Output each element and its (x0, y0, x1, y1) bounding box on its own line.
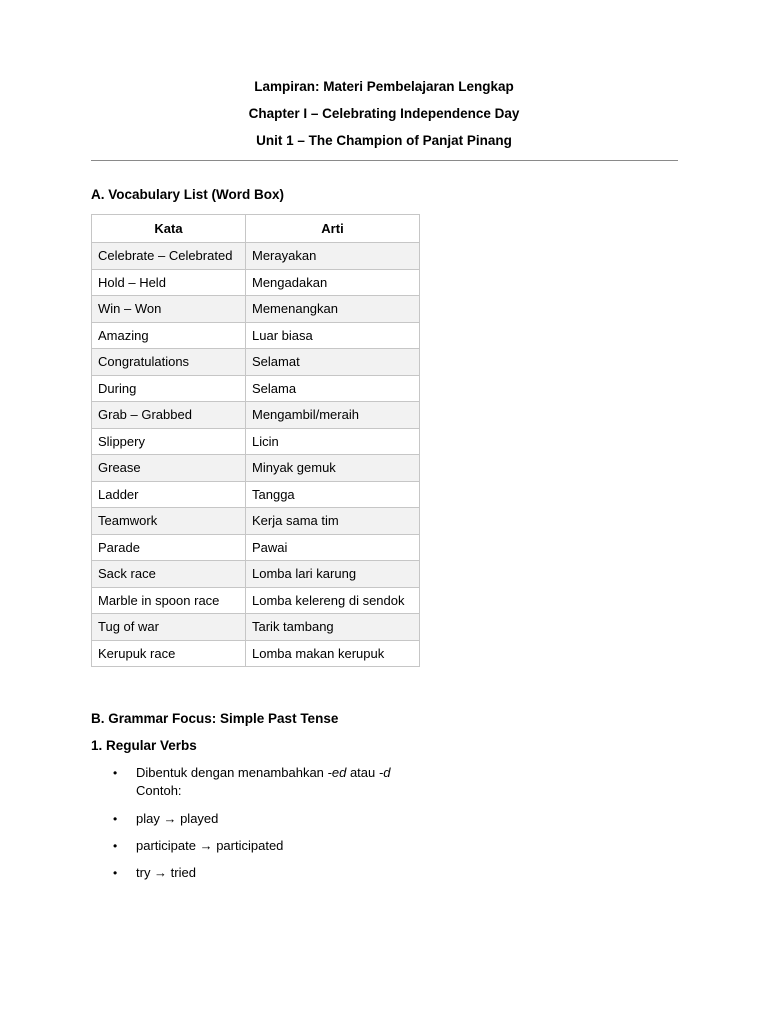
table-row (92, 322, 420, 349)
table-row (92, 640, 420, 667)
table-row (92, 481, 420, 508)
column-header-kata: Kata (92, 215, 246, 243)
cell-arti: Kerja sama tim (246, 508, 420, 535)
cell-arti: Tangga (246, 481, 420, 508)
cell-arti: Tarik tambang (246, 614, 420, 641)
vocab-table-body (92, 243, 420, 667)
bullet-marker: • (113, 766, 118, 780)
cell-kata: Tug of war (92, 614, 246, 641)
table-row (92, 455, 420, 482)
unit-title: Unit 1 – The Champion of Panjat Pinang (256, 133, 512, 148)
rule-connector: atau (346, 765, 379, 780)
vocab-table-header (92, 215, 420, 243)
table-row (92, 614, 420, 641)
table-row (92, 508, 420, 535)
cell-arti: Licin (246, 428, 420, 455)
chapter-title: Chapter I – Celebrating Independence Day (248, 106, 520, 121)
table-row (92, 349, 420, 376)
suffix-ed: -ed (327, 765, 347, 780)
table-row (92, 243, 420, 270)
column-header-arti: Arti (246, 215, 420, 243)
table-row (92, 587, 420, 614)
cell-arti: Pawai (246, 534, 420, 561)
bullet-marker: • (113, 839, 118, 853)
vocab-section-title: A. Vocabulary List (Word Box) (91, 187, 285, 202)
verb-example: play → played (136, 811, 219, 826)
cell-kata: Ladder (92, 481, 246, 508)
cell-kata: Kerupuk race (92, 640, 246, 667)
cell-kata: Grab – Grabbed (92, 402, 246, 429)
cell-arti: Luar biasa (246, 322, 420, 349)
bullet-marker: • (113, 866, 118, 880)
table-row (92, 534, 420, 561)
cell-arti: Minyak gemuk (246, 455, 420, 482)
table-row (92, 402, 420, 429)
vocab-table (91, 214, 420, 667)
bullet-marker: • (113, 812, 118, 826)
cell-arti: Mengadakan (246, 269, 420, 296)
cell-arti: Selamat (246, 349, 420, 376)
cell-kata: Sack race (92, 561, 246, 588)
example-label: Contoh: (136, 783, 182, 798)
cell-kata: Hold – Held (92, 269, 246, 296)
grammar-section-title: B. Grammar Focus: Simple Past Tense (91, 711, 339, 726)
header-divider (91, 160, 678, 161)
cell-kata: Win – Won (92, 296, 246, 323)
cell-arti: Lomba makan kerupuk (246, 640, 420, 667)
rule-description (136, 764, 556, 800)
suffix-d: -d (378, 765, 391, 780)
cell-arti: Selama (246, 375, 420, 402)
rule-text: Dibentuk dengan menambahkan (136, 765, 328, 780)
cell-kata: Grease (92, 455, 246, 482)
table-row (92, 269, 420, 296)
table-row (92, 428, 420, 455)
cell-kata: Parade (92, 534, 246, 561)
cell-arti: Lomba kelereng di sendok (246, 587, 420, 614)
cell-kata: Congratulations (92, 349, 246, 376)
cell-kata: Teamwork (92, 508, 246, 535)
cell-kata: Celebrate – Celebrated (92, 243, 246, 270)
cell-arti: Mengambil/meraih (246, 402, 420, 429)
table-row (92, 375, 420, 402)
table-row (92, 296, 420, 323)
verb-example: participate → participated (136, 838, 284, 853)
cell-kata: During (92, 375, 246, 402)
cell-kata: Marble in spoon race (92, 587, 246, 614)
cell-kata: Amazing (92, 322, 246, 349)
verb-example: try → tried (136, 865, 196, 880)
cell-arti: Merayakan (246, 243, 420, 270)
cell-arti: Lomba lari karung (246, 561, 420, 588)
cell-arti: Memenangkan (246, 296, 420, 323)
document-title: Lampiran: Materi Pembelajaran Lengkap (254, 79, 514, 94)
regular-verbs-subtitle: 1. Regular Verbs (91, 738, 197, 753)
table-row (92, 561, 420, 588)
cell-kata: Slippery (92, 428, 246, 455)
